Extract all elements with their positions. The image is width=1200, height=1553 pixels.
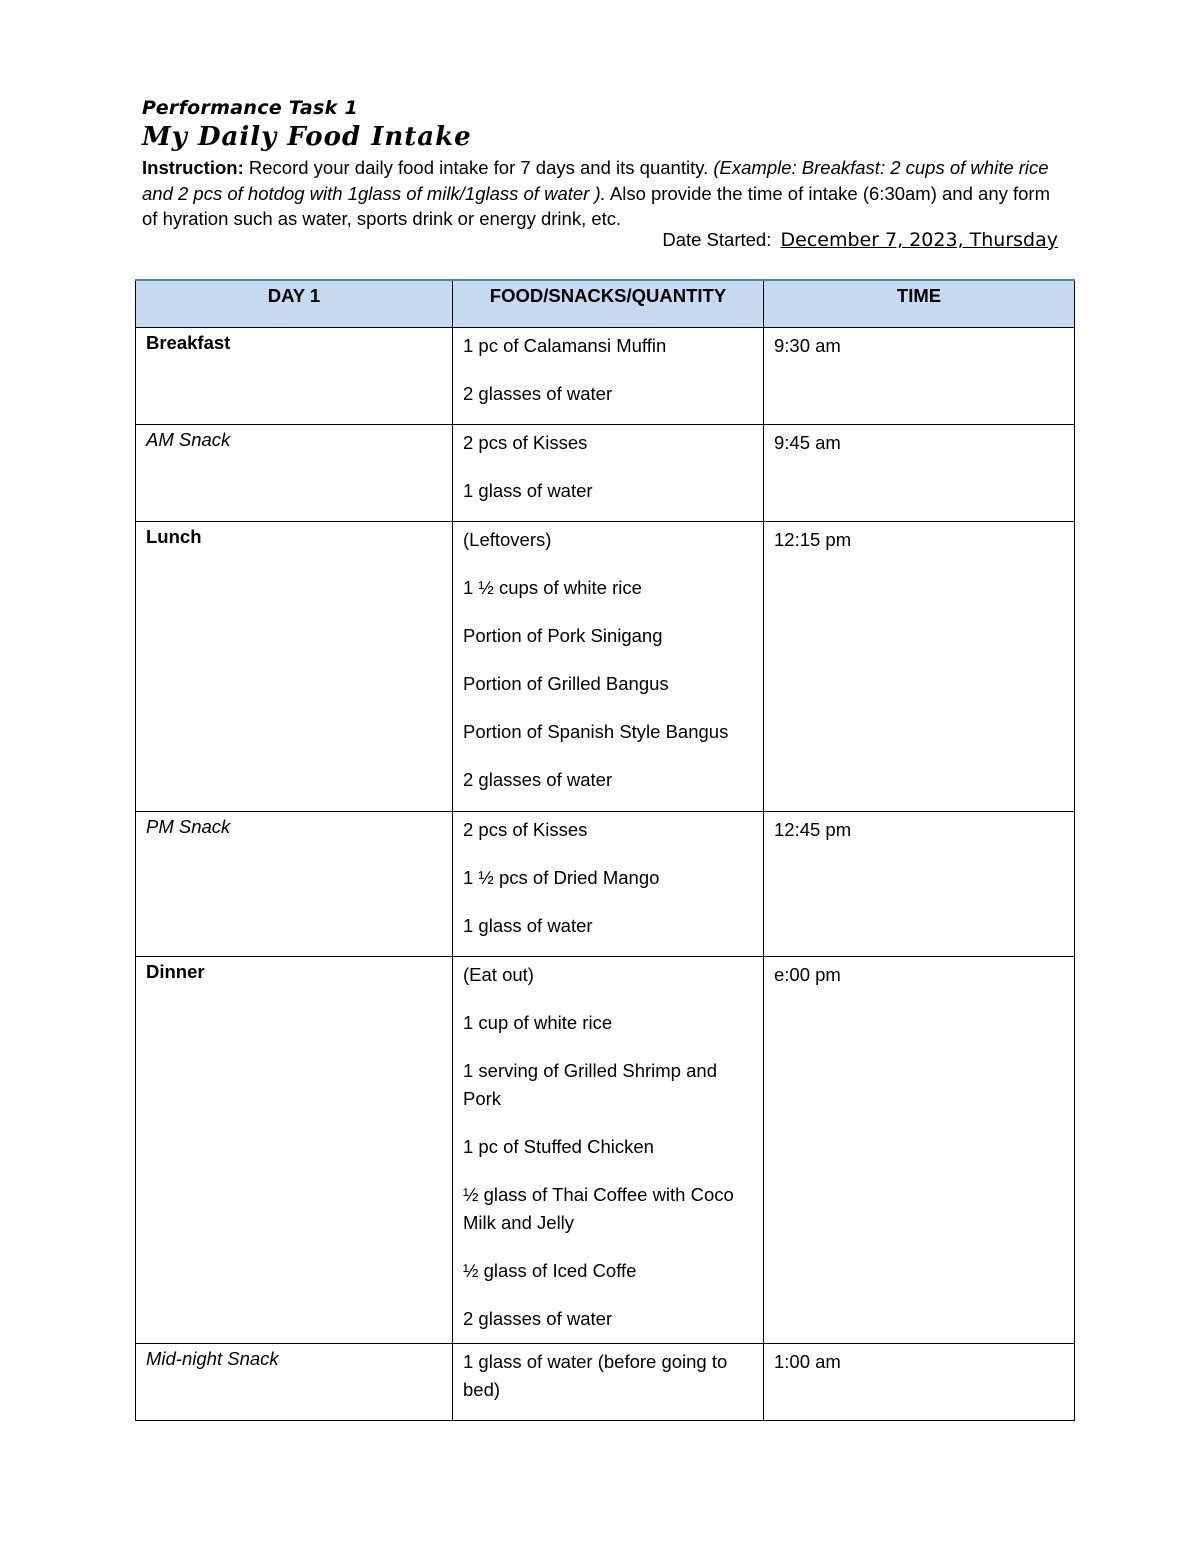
- time-cell: [764, 811, 1075, 956]
- header-day: DAY 1: [136, 280, 453, 327]
- time-value: 1:00 am: [774, 1350, 841, 1372]
- header-food: FOOD/SNACKS/QUANTITY: [453, 280, 764, 327]
- time-cell: [764, 424, 1075, 521]
- food-item: 1 glass of water: [463, 914, 593, 936]
- document-title: My Daily Food Intake: [142, 122, 472, 152]
- food-item: 1 ½ pcs of Dried Mango: [463, 866, 660, 888]
- task-label: Performance Task 1: [142, 97, 358, 119]
- food-item: 1 glass of water: [463, 479, 593, 501]
- meal-name: Dinner: [146, 960, 205, 982]
- time-cell: [764, 1343, 1075, 1420]
- meal-name: Breakfast: [146, 331, 231, 353]
- instruction-rest: Also provide the time of intake (6:30am) and any form of hyration such as water, sports drink or energy drink, etc.: [142, 182, 1050, 229]
- food-item: 1 cup of white rice: [463, 1011, 613, 1033]
- food-item: Portion of Spanish Style Bangus: [463, 720, 729, 742]
- food-item: Portion of Pork Sinigang: [463, 624, 663, 646]
- table-row: [136, 956, 1075, 1343]
- food-item: 1 glass of water (before going to bed): [463, 1350, 728, 1400]
- time-value: e:00 pm: [774, 963, 841, 985]
- meal-cell: [136, 521, 453, 811]
- instruction-label: Instruction:: [142, 157, 244, 178]
- food-item: 1 serving of Grilled Shrimp and Pork: [463, 1059, 717, 1109]
- date-started-line: [662, 229, 1058, 251]
- date-label: Date Started:: [662, 229, 772, 250]
- header-time: TIME: [764, 280, 1075, 327]
- food-item: (Leftovers): [463, 528, 552, 550]
- time-value: 9:45 am: [774, 431, 841, 453]
- food-item: 1 pc of Stuffed Chicken: [463, 1135, 654, 1157]
- food-item: ½ glass of Thai Coffee with Coco Milk and Jelly: [463, 1183, 734, 1233]
- food-item: 2 pcs of Kisses: [463, 431, 588, 453]
- table-row: [136, 1343, 1075, 1420]
- food-cell: [453, 424, 764, 521]
- instruction-paragraph: [142, 155, 1062, 232]
- food-item: 1 pc of Calamansi Muffin: [463, 334, 667, 356]
- meal-cell: [136, 811, 453, 956]
- instruction-example: (Example: Breakfast: 2 cups of white rice and 2 pcs of hotdog with 1glass of milk/1glass of water ).: [142, 157, 1049, 204]
- food-cell: [453, 327, 764, 424]
- food-cell: [453, 956, 764, 1343]
- food-intake-table: [135, 279, 1075, 1421]
- meal-name: PM Snack: [146, 815, 231, 837]
- instruction-text: Record your daily food intake for 7 days and its quantity.: [248, 157, 709, 178]
- table-row: [136, 811, 1075, 956]
- time-cell: [764, 327, 1075, 424]
- table-header-row: [136, 280, 1075, 327]
- meal-cell: [136, 327, 453, 424]
- meal-name: AM Snack: [146, 428, 231, 450]
- food-item: 1 ½ cups of white rice: [463, 576, 642, 598]
- food-item: 2 glasses of water: [463, 768, 613, 790]
- food-cell: [453, 521, 764, 811]
- food-cell: [453, 1343, 764, 1420]
- time-value: 9:30 am: [774, 334, 841, 356]
- food-item: Portion of Grilled Bangus: [463, 672, 669, 694]
- food-item: 2 pcs of Kisses: [463, 818, 588, 840]
- food-item: (Eat out): [463, 963, 534, 985]
- meal-cell: [136, 1343, 453, 1420]
- food-item: 2 glasses of water: [463, 1307, 613, 1329]
- food-cell: [453, 811, 764, 956]
- table-row: [136, 424, 1075, 521]
- time-value: 12:15 pm: [774, 528, 852, 550]
- time-cell: [764, 956, 1075, 1343]
- meal-name: Lunch: [146, 525, 202, 547]
- meal-cell: [136, 956, 453, 1343]
- meal-name: Mid-night Snack: [146, 1347, 279, 1369]
- meal-cell: [136, 424, 453, 521]
- time-value: 12:45 pm: [774, 818, 852, 840]
- date-value: December 7, 2023, Thursday: [780, 229, 1058, 251]
- food-item: 2 glasses of water: [463, 382, 613, 404]
- food-item: ½ glass of Iced Coffe: [463, 1259, 637, 1281]
- table-row: [136, 521, 1075, 811]
- time-cell: [764, 521, 1075, 811]
- table-row: [136, 327, 1075, 424]
